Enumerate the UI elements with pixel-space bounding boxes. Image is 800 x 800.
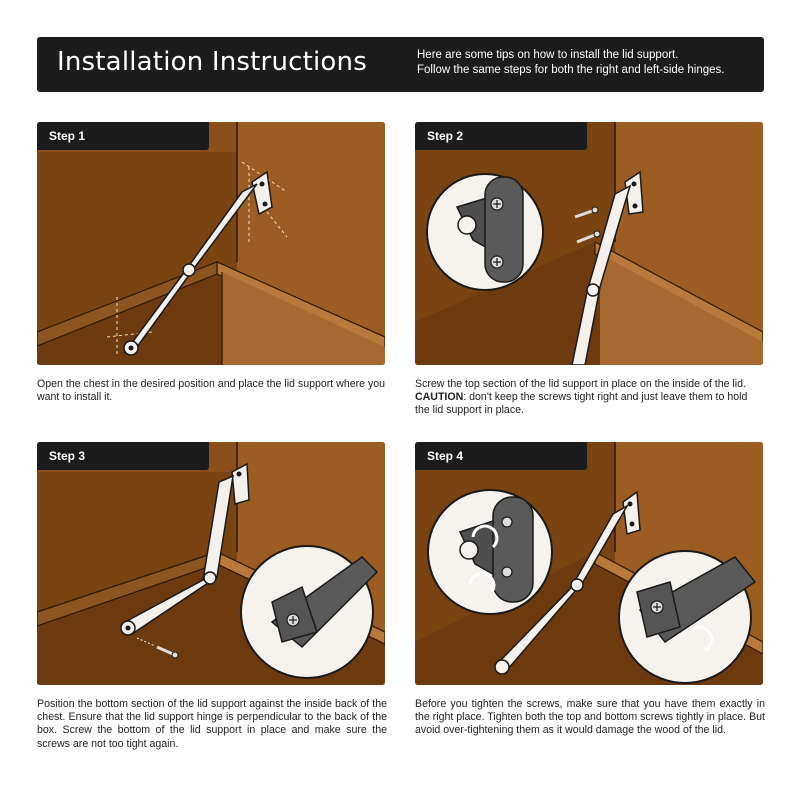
chest-interior-illustration [37,122,385,365]
step-4-illustration [415,442,763,685]
screw-icon [491,256,503,268]
step-2-description [415,378,765,418]
step-1-illustration [37,122,385,365]
page-title: Installation Instructions [57,47,367,77]
screw-icon [287,614,299,626]
header-banner [37,37,764,92]
chest-interior-illustration [415,442,763,685]
step-1-description: Open the chest in the desired position and place the lid support where you want to install it. [37,378,386,404]
zoom-detail-circle [428,490,552,614]
header-subtitle-line1: Here are some tips on how to install the lid support. [417,49,679,61]
header-subtitle-line2: Follow the same steps for both the right and left-side hinges. [417,64,725,76]
screw-icon [491,198,503,210]
screw-icon [651,601,663,613]
header-subtitle [417,48,757,78]
step-3-illustration [37,442,385,685]
step-2-illustration [415,122,763,365]
step-2-caution [415,391,765,417]
step-4-label: Step 4 [415,442,587,470]
step-2-text: Screw the top section of the lid support in place on the inside of the lid. [415,378,746,390]
step-3-description: Position the bottom section of the lid support against the inside back of the chest. Ensure that the lid support hinge is perpendicular to the back of the box. Screw the bottom of the lid support in place and make sure the screws are not too tight again. [37,698,387,750]
chest-interior-illustration [37,442,385,685]
step-1-label: Step 1 [37,122,209,150]
zoom-detail-circle [427,174,543,290]
step-3-label: Step 3 [37,442,209,470]
step-4-description: Before you tighten the screws, make sure that you have them exactly in the right place. Tighten both the top and bottom screws tightly in place. But avoid over-tightening them as it would damage the wood of the lid. [415,698,765,737]
step-2-label: Step 2 [415,122,587,150]
caution-text: : don't keep the screws tight right and just leave them to hold the lid support in place. [415,391,748,417]
chest-interior-illustration [415,122,763,365]
caution-label: CAUTION [415,391,464,404]
